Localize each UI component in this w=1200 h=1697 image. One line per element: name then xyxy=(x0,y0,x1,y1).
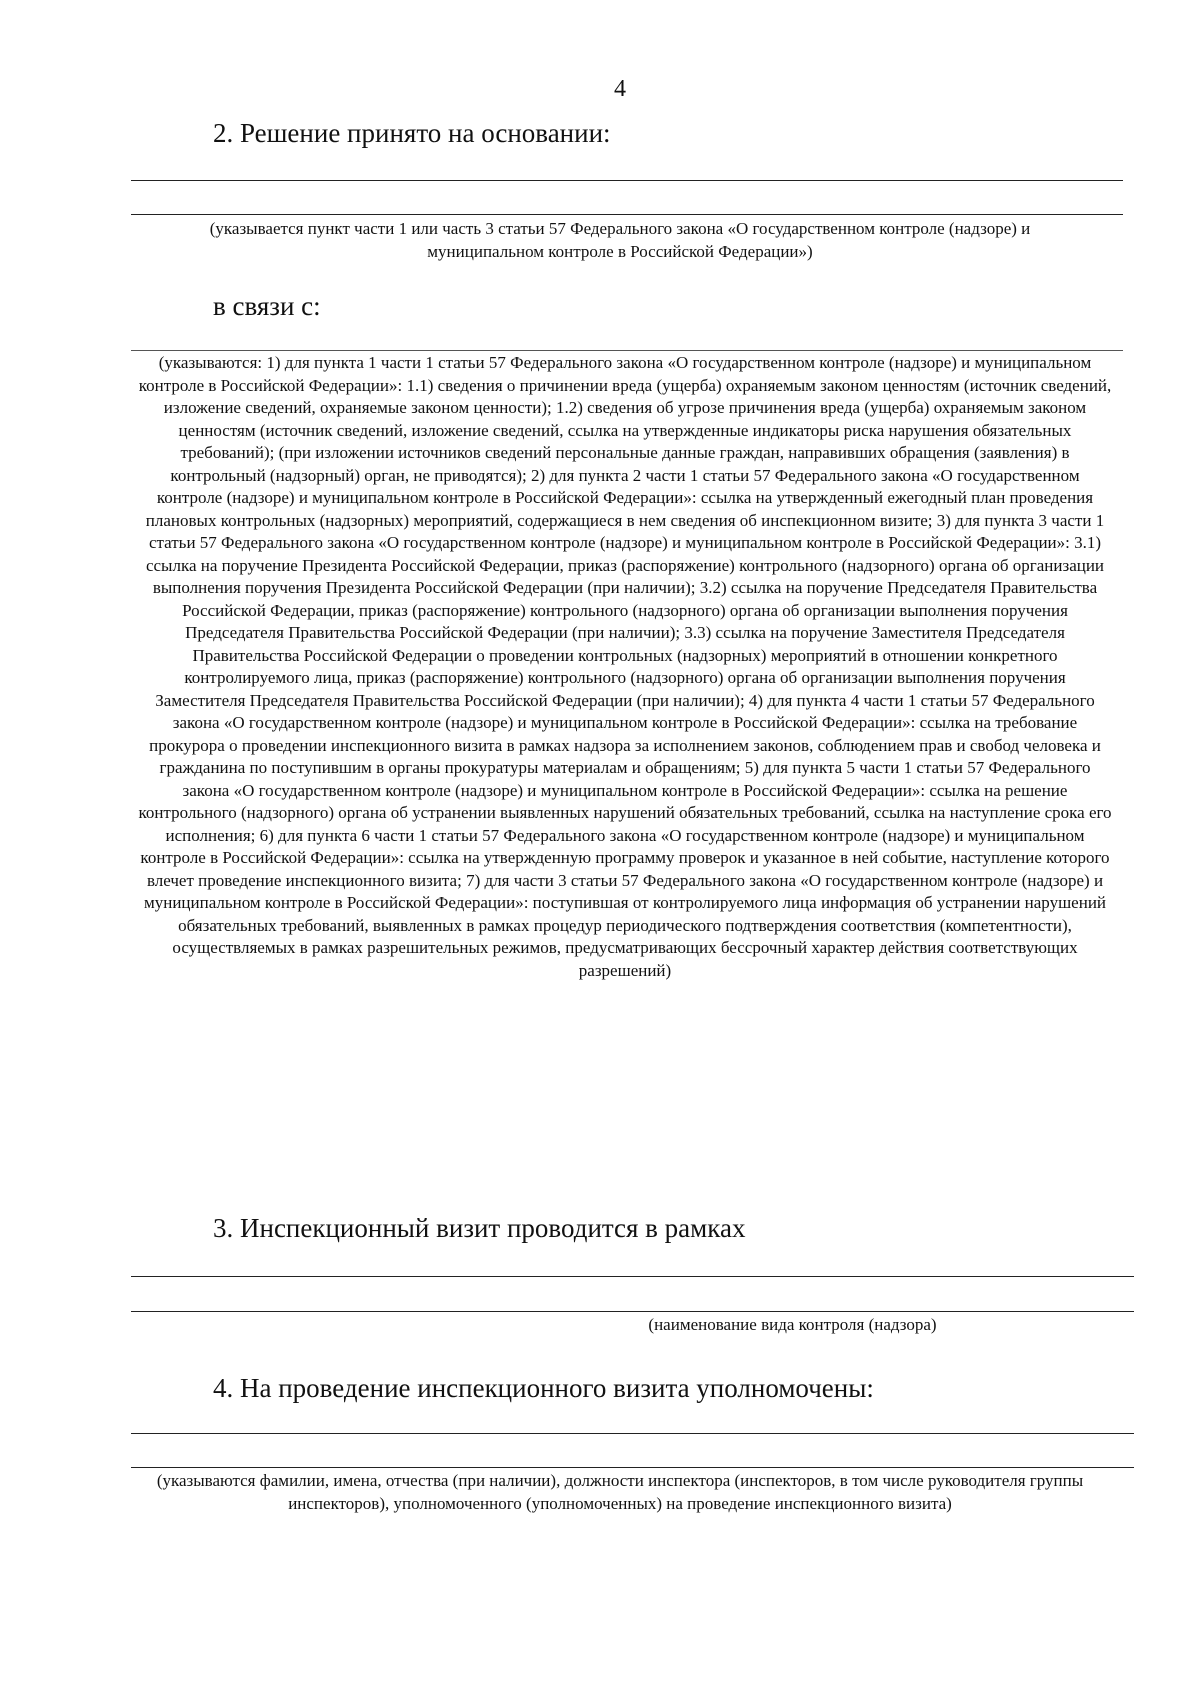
blank-line xyxy=(131,350,1123,351)
inspectors-note: (указываются фамилии, имена, отчества (при наличии), должности инспектора (инспекторов, в том числе руководителя группы инспекторов), уполномоченного (уполномоченных) на проведение инспекционного визита) xyxy=(156,1471,1084,1513)
blank-line xyxy=(131,180,1123,181)
section-4-heading: 4. На проведение инспекционного визита уполномочены: xyxy=(213,1373,874,1403)
page-number: 4 xyxy=(614,76,626,102)
control-type-note-text: (наименование вида контроля (надзора) xyxy=(648,1315,937,1334)
blank-line xyxy=(131,1433,1134,1434)
blank-line xyxy=(131,1311,1134,1312)
control-type-note xyxy=(131,1314,1134,1337)
in-connection-with-heading: в связи с: xyxy=(213,291,321,321)
section-2-heading: 2. Решение принято на основании: xyxy=(213,118,611,148)
section-3-heading: 3. Инспекционный визит проводится в рамках xyxy=(213,1213,746,1243)
reasons-note: (указываются: 1) для пункта 1 части 1 статьи 57 Федерального закона «О государственном контроле (надзоре) и муниципальном контроле в Российской Федерации»: 1.1) сведения о причинении вреда (ущерба) охраняемым законом ценностям (источник сведений, изложение сведений, охраняемые законом ценности); 1.2) сведения об угрозе причинения вреда (ущерба) охраняемым законом ценностям (источник сведений, изложение сведений, ссылка на утвержденные индикаторы риска нарушения обязательных требований); (при изложении источников сведений персональные данные граждан, направивших обращения (заявления) в контрольный (надзорный) орган, не приводятся); 2) для пункта 2 части 1 статьи 57 Федерального закона «О государственном контроле (надзоре) и муниципальном контроле в Российской Федерации»: ссылка на утвержденный ежегодный план проведения плановых контрольных (надзорных) мероприятий, содержащиеся в нем сведения об инспекционном визите; 3) для пункта 3 части 1 статьи 57 Федерального закона «О государственном контроле (надзоре) и муниципальном контроле в Российской Федерации»: 3.1) ссылка на поручение Президента Российской Федерации, приказ (распоряжение) контрольного (надзорного) органа об организации выполнения поручения Президента Российской Федерации (при наличии); 3.2) ссылка на поручение Председателя Правительства Российской Федерации, приказ (распоряжение) контрольного (надзорного) органа об организации выполнения поручения Председателя Правительства Российской Федерации (при наличии); 3.3) ссылка на поручение Заместителя Председателя Правительства Российской Федерации о проведении контрольных (надзорных) мероприятий в отношении конкретного контролируемого лица, приказ (распоряжение) контрольного (надзорного) органа об организации выполнения поручения Заместителя Председателя Правительства Российской Федерации (при наличии); 4) для пункта 4 части 1 статьи 57 Федерального закона «О государственном контроле (надзоре) и муниципальном контроле в Российской Федерации»: ссылка на требование прокурора о проведении инспекционного визита в рамках надзора за исполнением законов, соблюдением прав и свобод человека и гражданина по поступившим в органы прокуратуры материалам и обращениям; 5) для пункта 5 части 1 статьи 57 Федерального закона «О государственном контроле (надзоре) и муниципальном контроле в Российской Федерации»: ссылка на решение контрольного (надзорного) органа об устранении выявленных нарушений обязательных требований, ссылка на наступление срока его исполнения; 6) для пункта 6 части 1 статьи 57 Федерального закона «О государственном контроле (надзоре) и муниципальном контроле в Российской Федерации»: ссылка на утвержденную программу проверок и указанное в ней событие, наступление которого влечет проведение инспекционного визита; 7) для части 3 статьи 57 Федерального закона «О государственном контроле (надзоре) и муниципальном контроле в Российской Федерации»: поступившая от контролируемого лица информация об устранении нарушений обязательных требований, выявленных в рамках процедур периодического подтверждения соответствия (компетентности), осуществляемых в рамках разрешительных режимов, предусматривающих бессрочный характер действия соответствующих разрешений) xyxy=(138,353,1112,980)
basis-note: (указывается пункт части 1 или часть 3 статьи 57 Федерального закона «О государственном контроле (надзоре) и муниципальном контроле в Российской Федерации») xyxy=(209,219,1031,261)
blank-line xyxy=(131,1467,1134,1468)
blank-line xyxy=(131,214,1123,215)
blank-line xyxy=(131,1276,1134,1277)
